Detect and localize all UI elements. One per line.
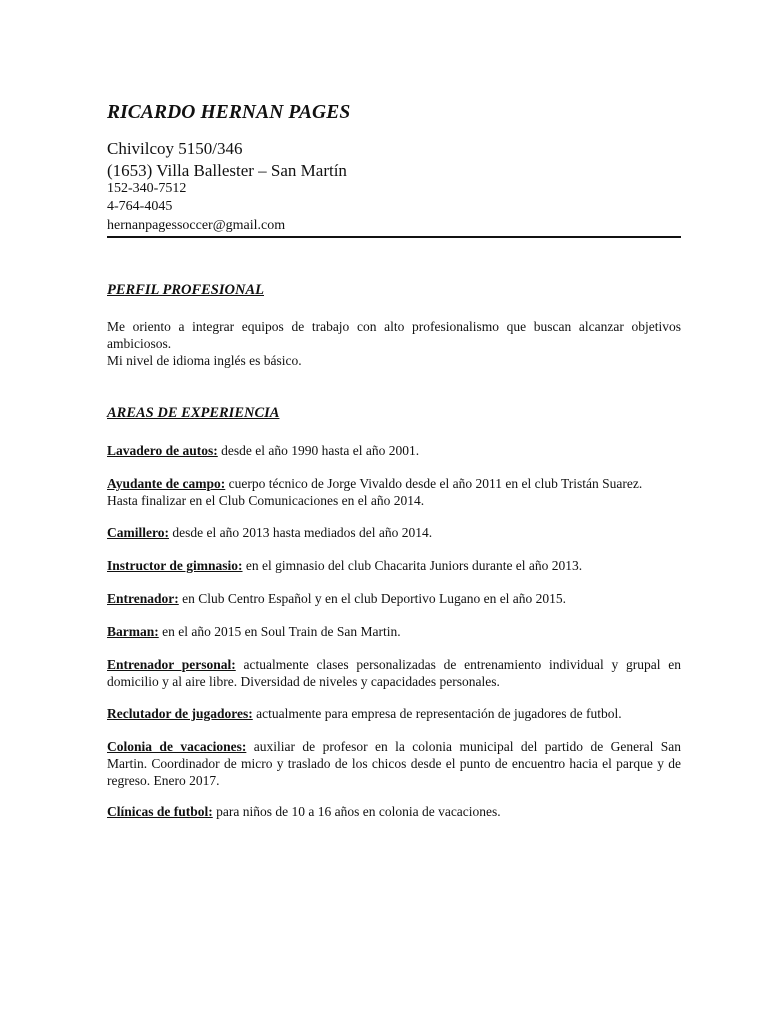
experience-term: Barman:: [107, 624, 159, 639]
experience-item: [107, 656, 681, 690]
experience-term: Ayudante de campo:: [107, 476, 226, 491]
experience-heading: AREAS DE EXPERIENCIA: [107, 405, 280, 421]
experience-term: Entrenador:: [107, 591, 179, 606]
profile-heading: PERFIL PROFESIONAL: [107, 282, 264, 298]
phone-landline: 4-764-4045: [107, 199, 173, 214]
experience-term: Reclutador de jugadores:: [107, 706, 253, 721]
experience-desc: cuerpo técnico de Jorge Vivaldo desde el año 2011 en el club Tristán Suarez.: [225, 476, 643, 491]
experience-desc: auxiliar de profesor en la colonia municipal del partido de General San: [246, 739, 682, 754]
experience-term: Instructor de gimnasio:: [107, 558, 243, 573]
experience-item: [107, 590, 681, 607]
experience-desc: actualmente para empresa de representación de jugadores de futbol.: [252, 706, 622, 721]
experience-item: [107, 705, 681, 722]
address-line-1: Chivilcoy 5150/346: [107, 139, 243, 158]
address-line-2: (1653) Villa Ballester – San Martín: [107, 161, 347, 180]
experience-term: Entrenador personal:: [107, 657, 236, 672]
profile-line: Me oriento a integrar equipos de trabajo con alto profesionalismo que buscan alcanzar objetivos: [107, 319, 681, 334]
experience-desc: domicilio y al aire libre. Diversidad de niveles y capacidades personales.: [107, 674, 500, 689]
experience-term: Clínicas de futbol:: [107, 804, 213, 819]
experience-term: Camillero:: [107, 525, 169, 540]
experience-desc: en el gimnasio del club Chacarita Juniors durante el año 2013.: [242, 558, 583, 573]
experience-term: Lavadero de autos:: [107, 443, 218, 458]
phone-mobile: 152-340-7512: [107, 181, 187, 196]
experience-desc: Martin. Coordinador de micro y traslado de los chicos desde el punto de encuentro hacia el parque y de: [107, 756, 681, 771]
experience-desc: desde el año 1990 hasta el año 2001.: [217, 443, 420, 458]
experience-item: [107, 475, 681, 509]
experience-desc: en Club Centro Español y en el club Deportivo Lugano en el año 2015.: [178, 591, 567, 606]
candidate-name: RICARDO HERNAN PAGES: [107, 102, 351, 123]
experience-item: [107, 557, 681, 574]
profile-line: Mi nivel de idioma inglés es básico.: [107, 353, 302, 368]
experience-desc: actualmente clases personalizadas de entrenamiento individual y grupal en: [235, 657, 681, 672]
experience-item: [107, 803, 681, 820]
email-address: hernanpagessoccer@gmail.com: [107, 218, 286, 233]
profile-paragraph: [107, 318, 681, 369]
header-divider: [107, 236, 681, 238]
experience-desc: regreso. Enero 2017.: [107, 773, 220, 788]
experience-desc: desde el año 2013 hasta mediados del año 2014.: [168, 525, 433, 540]
experience-desc: en el año 2015 en Soul Train de San Martin.: [158, 624, 401, 639]
profile-line: ambiciosos.: [107, 336, 172, 351]
experience-item: [107, 442, 681, 459]
experience-desc: Hasta finalizar en el Club Comunicaciones en el año 2014.: [107, 493, 425, 508]
experience-item: [107, 524, 681, 541]
experience-item: [107, 623, 681, 640]
experience-item: [107, 738, 681, 789]
experience-desc: para niños de 10 a 16 años en colonia de vacaciones.: [212, 804, 501, 819]
experience-term: Colonia de vacaciones:: [107, 739, 247, 754]
